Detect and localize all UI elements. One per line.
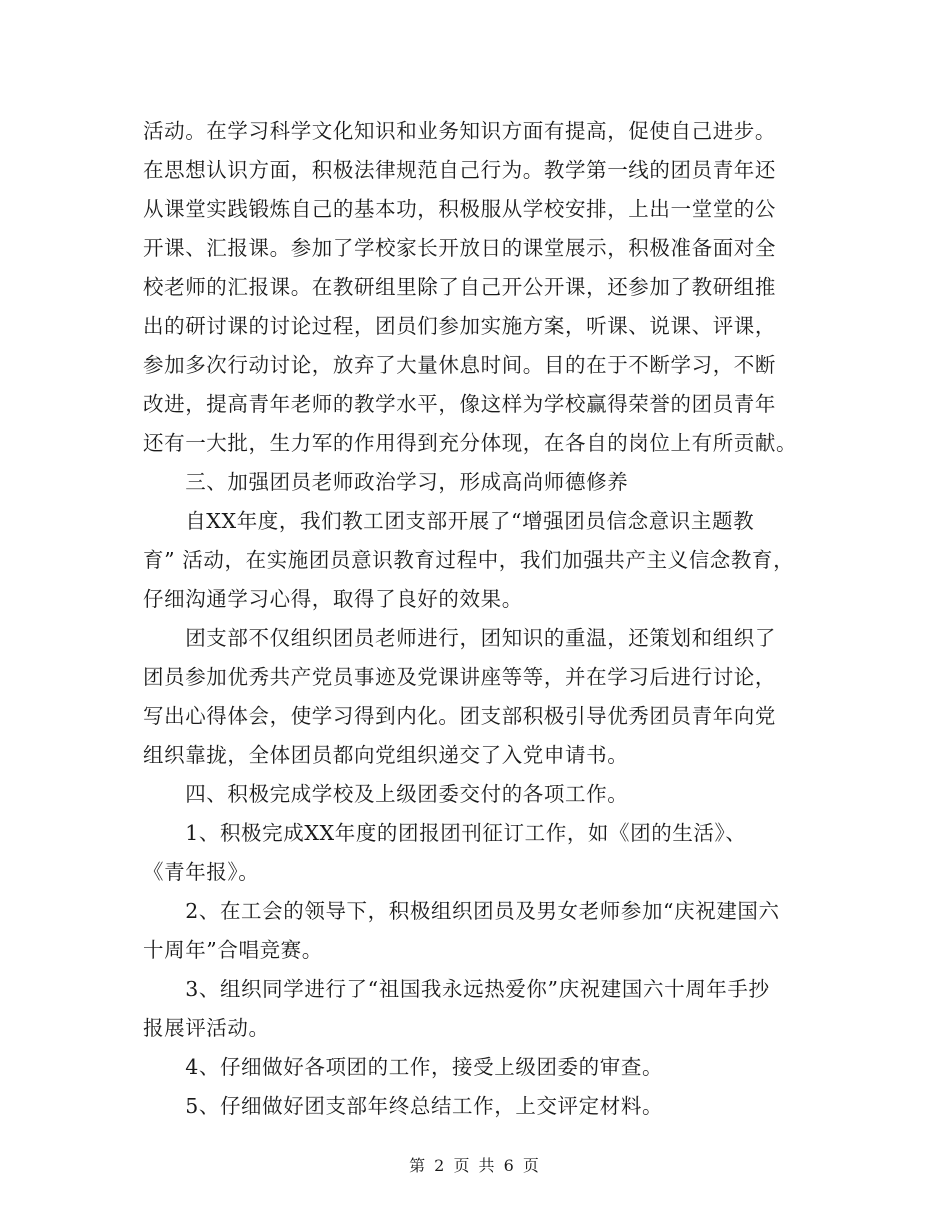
text-line: 参加多次行动讨论，放弃了大量休息时间。目的在于不断学习，不断 (143, 353, 776, 377)
text-line: 团支部不仅组织团员老师进行，团知识的重温，还策划和组织了 (143, 626, 776, 650)
text-line: 还有一大批，生力军的作用得到充分体现，在各自的岗位上有所贡献。 (143, 431, 798, 455)
text-line: 育” 活动，在实施团员意识教育过程中，我们加强共产主义信念教育， (143, 548, 795, 572)
text-line: 活动。在学习科学文化知识和业务知识方面有提高，促使自己进步。 (143, 119, 776, 143)
text-line: 自XX年度，我们教工团支部开展了“增强团员信念意识主题教 (143, 509, 755, 533)
section-heading: 四、积极完成学校及上级团委交付的各项工作。 (143, 782, 629, 806)
text-line: 出的研讨课的讨论过程，团员们参加实施方案，听课、说课、评课， (143, 314, 776, 338)
list-item-continuation: 《青年报》。 (143, 860, 260, 884)
text-line: 仔细沟通学习心得，取得了良好的效果。 (143, 587, 523, 611)
list-item: 4、仔细做好各项团的工作，接受上级团委的审查。 (143, 1055, 664, 1079)
list-item-continuation: 报展评活动。 (143, 1016, 270, 1040)
text-line: 改进，提高青年老师的教学水平，像这样为学校赢得荣誉的团员青年 (143, 392, 776, 416)
text-line: 组织靠拢，全体团员都向党组织递交了入党申请书。 (143, 743, 629, 767)
document-body (143, 112, 823, 1126)
list-item-continuation: 十周年”合唱竞赛。 (143, 938, 323, 962)
list-item: 2、在工会的领导下，积极组织团员及男女老师参加“庆祝建国六 (143, 899, 780, 923)
list-item: 1、积极完成XX年度的团报团刊征订工作，如《团的生活》、 (143, 821, 747, 845)
text-line: 从课堂实践锻炼自己的基本功，积极服从学校安排，上出一堂堂的公 (143, 197, 776, 221)
text-line: 写出心得体会，使学习得到内化。团支部积极引导优秀团员青年向党 (143, 704, 776, 728)
section-heading: 三、加强团员老师政治学习，形成高尚师德修养 (143, 470, 629, 494)
list-item: 3、组织同学进行了“祖国我永远热爱你”庆祝建国六十周年手抄 (143, 977, 770, 1001)
text-line: 校老师的汇报课。在教研组里除了自己开公开课，还参加了教研组推 (143, 275, 776, 299)
text-line: 开课、汇报课。参加了学校家长开放日的课堂展示，积极准备面对全 (143, 236, 776, 260)
text-line: 团员参加优秀共产党员事迹及党课讲座等等，并在学习后进行讨论， (143, 665, 776, 689)
page-number-footer: 第 2 页 共 6 页 (409, 1156, 541, 1175)
text-line: 在思想认识方面，积极法律规范自己行为。教学第一线的团员青年还 (143, 158, 776, 182)
list-item: 5、仔细做好团支部年终总结工作，上交评定材料。 (143, 1094, 664, 1118)
